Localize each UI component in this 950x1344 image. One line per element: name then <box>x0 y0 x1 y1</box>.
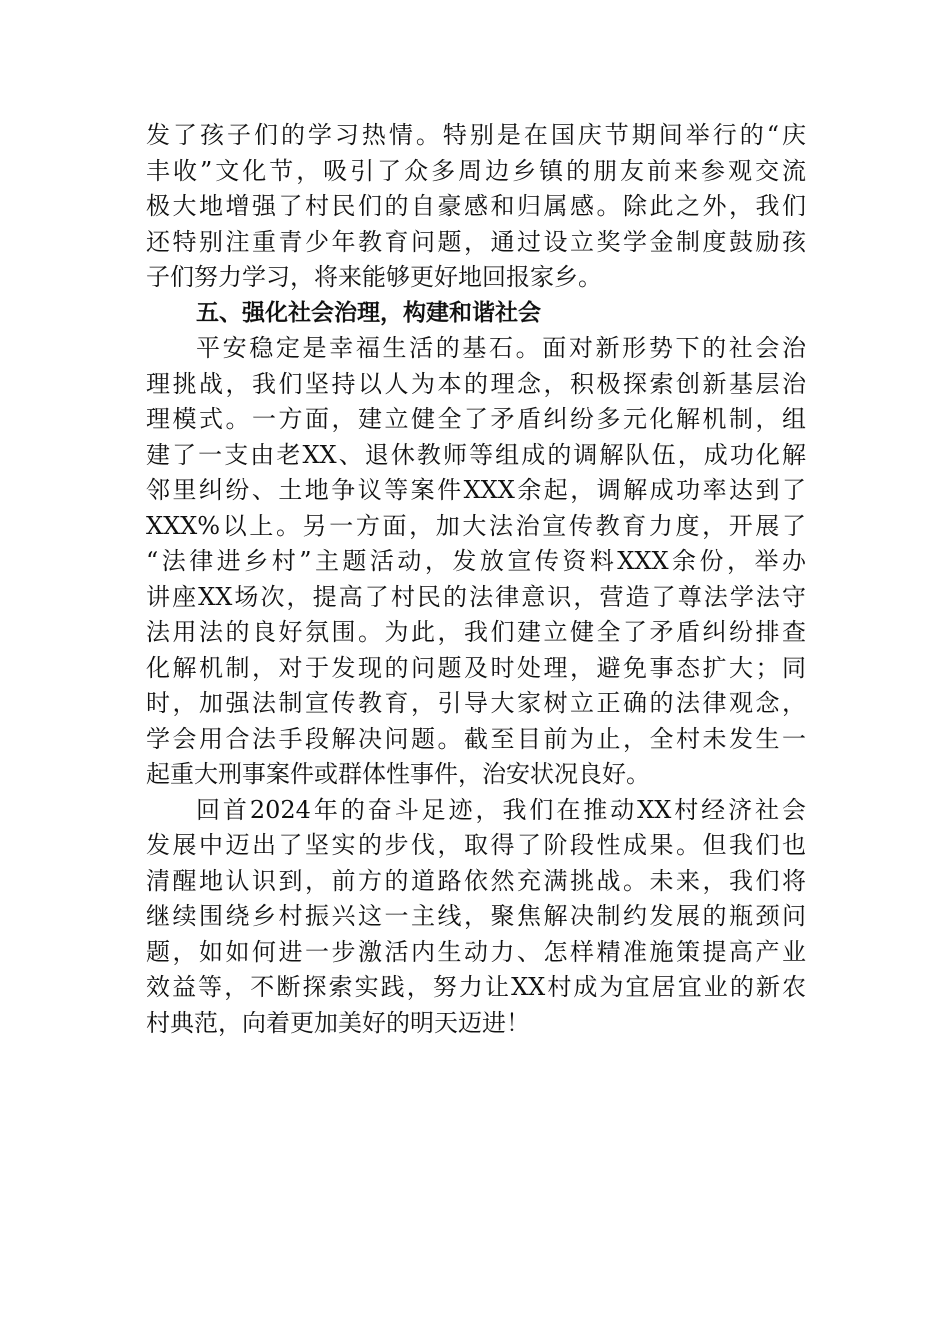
text-line: 继续围绕乡村振兴这一主线，聚焦解决制约发展的瓶颈问 <box>146 902 806 930</box>
text-line: XXX%以上。另一方面，加大法治宣传教育力度，开展了 <box>146 511 806 540</box>
heading-text: 五、强化社会治理，构建和谐社会 <box>196 299 541 326</box>
text-line: 回首2024年的奋斗足迹，我们在推动XX村经济社会 <box>196 795 806 824</box>
text-line: 还特别注重青少年教育问题，通过设立奖学金制度鼓励孩 <box>146 227 806 256</box>
paragraph-3 <box>146 793 806 1042</box>
text-line: 村典范，向着更加美好的明天迈进！ <box>146 1008 530 1037</box>
text-line: 讲座XX场次，提高了村民的法律意识，营造了尊法学法守 <box>146 582 806 611</box>
document-body <box>146 118 806 1041</box>
text-line: 发展中迈出了坚实的步伐，取得了阶段性成果。但我们也 <box>146 831 806 859</box>
text-line: 效益等，不断探索实践，努力让XX村成为宜居宜业的新农 <box>146 973 806 1001</box>
section-heading-5 <box>146 296 806 332</box>
text-line: “法律进乡村”主题活动，发放宣传资料XXX余份，举办 <box>146 547 806 575</box>
text-line: 法用法的良好氛围。为此，我们建立健全了矛盾纠纷排查 <box>146 618 806 646</box>
text-line: 建了一支由老XX、退休教师等组成的调解队伍，成功化解 <box>146 440 806 469</box>
text-line: 平安稳定是幸福生活的基石。面对新形势下的社会治 <box>196 334 806 362</box>
text-line: 丰收”文化节，吸引了众多周边乡镇的朋友前来参观交流 <box>146 156 806 185</box>
text-line: 邻里纠纷、土地争议等案件XXX余起，调解成功率达到了 <box>146 476 806 504</box>
text-line: 化解机制，对于发现的问题及时处理，避免事态扩大；同 <box>146 653 806 682</box>
text-line: 发了孩子们的学习热情。特别是在国庆节期间举行的“庆 <box>146 121 806 149</box>
text-line: 理模式。一方面，建立健全了矛盾纠纷多元化解机制，组 <box>146 405 806 433</box>
text-line: 起重大刑事案件或群体性事件，治安状况良好。 <box>146 760 650 788</box>
paragraph-1 <box>146 118 806 296</box>
text-line: 理挑战，我们坚持以人为本的理念，积极探索创新基层治 <box>146 369 806 398</box>
paragraph-2 <box>146 331 806 793</box>
text-line: 子们努力学习，将来能够更好地回报家乡。 <box>146 263 602 291</box>
text-line: 清醒地认识到，前方的道路依然充满挑战。未来，我们将 <box>146 866 806 895</box>
text-line: 学会用合法手段解决问题。截至目前为止，全村未发生一 <box>146 724 806 753</box>
text-line: 题，如如何进一步激活内生动力、怎样精准施策提高产业 <box>146 937 806 966</box>
text-line: 时，加强法制宣传教育，引导大家树立正确的法律观念， <box>146 689 806 717</box>
text-line: 极大地增强了村民们的自豪感和归属感。除此之外，我们 <box>146 192 806 220</box>
